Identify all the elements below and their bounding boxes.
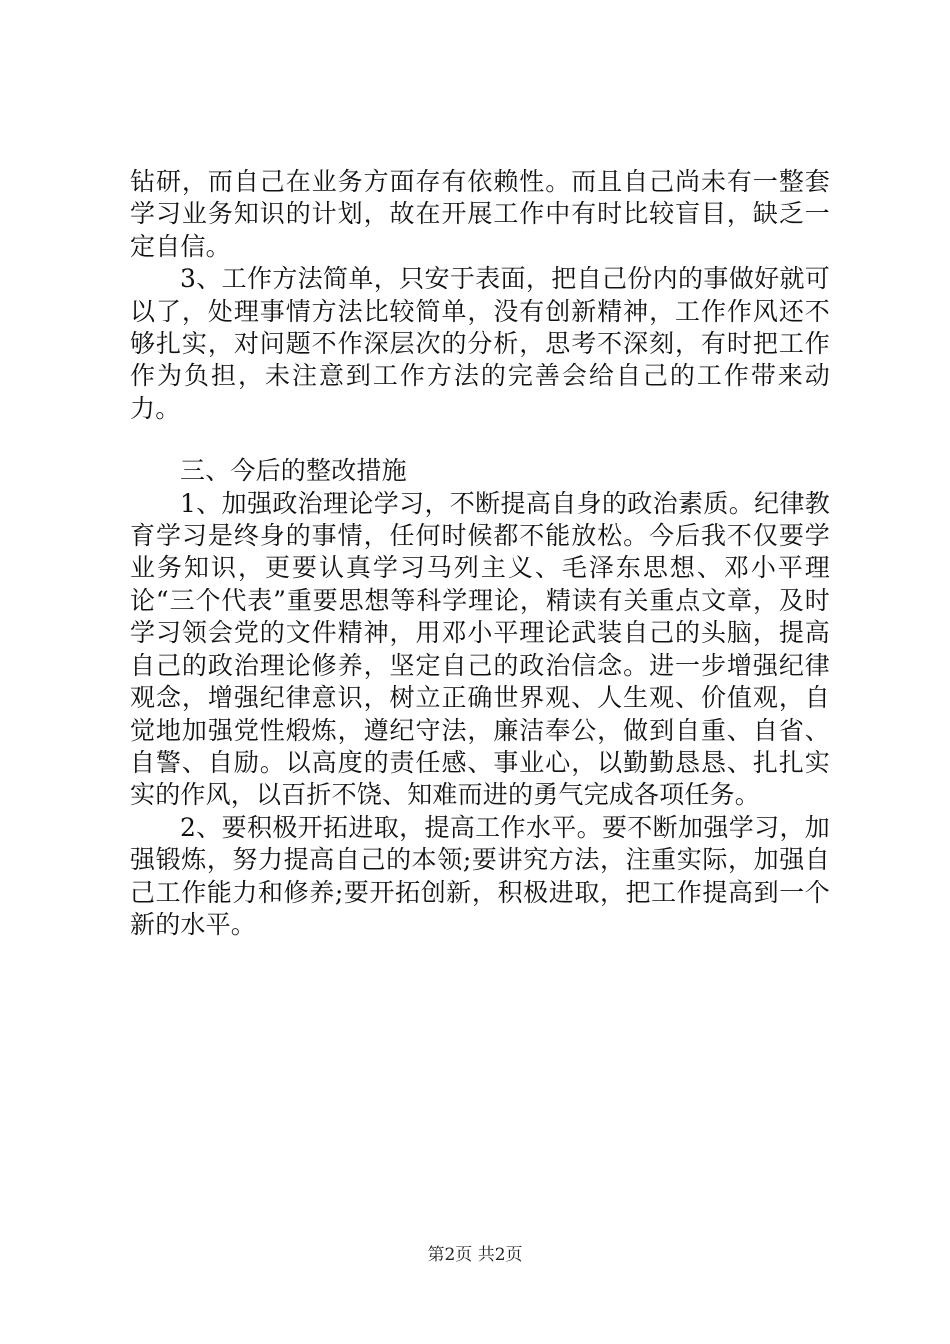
paragraph-measure-1: 1、加强政治理论学习，不断提高自身的政治素质。纪律教育学习是终身的事情，任何时候都不能放松。今后我不仅要学业务知识，更要认真学习马列主义、毛泽东思想、邓小平理论“三个代表”重要思想等科学理论，精读有关重点文章，及时学习领会党的文件精神，用邓小平理论武装自己的头脑，提高自己的政治理论修养，坚定自己的政治信念。进一步增强纪律观念，增强纪律意识，树立正确世界观、人生观、价值观，自觉地加强党性煅炼，遵纪守法，廉洁奉公，做到自重、自省、自警、自励。以高度的责任感、事业心，以勤勤恳恳、扎扎实实的作风，以百折不饶、知难而进的勇气完成各项任务。 bbox=[130, 488, 830, 810]
paragraph-continuation: 钻研，而自己在业务方面存有依赖性。而且自己尚未有一整套学习业务知识的计划，故在开展工作中有时比较盲目，缺乏一定自信。 bbox=[130, 167, 830, 261]
paragraph-item-3: 3、工作方法简单，只安于表面，把自己份内的事做好就可以了，处理事情方法比较简单，没有创新精神，工作作风还不够扎实，对问题不作深层次的分析，思考不深刻，有时把工作作为负担，未注意到工作方法的完善会给自己的工作带来动力。 bbox=[130, 264, 830, 423]
section-heading: 三、今后的整改措施 bbox=[180, 456, 407, 486]
paragraph-measure-2: 2、要积极开拓进取，提高工作水平。要不断加强学习，加强锻炼，努力提高自己的本领;要讲究方法，注重实际，加强自己工作能力和修养;要开拓创新，积极进取，把工作提高到一个新的水平。 bbox=[130, 812, 830, 939]
page-footer: 第2页 共2页 bbox=[427, 1245, 523, 1265]
document-body bbox=[130, 166, 830, 941]
